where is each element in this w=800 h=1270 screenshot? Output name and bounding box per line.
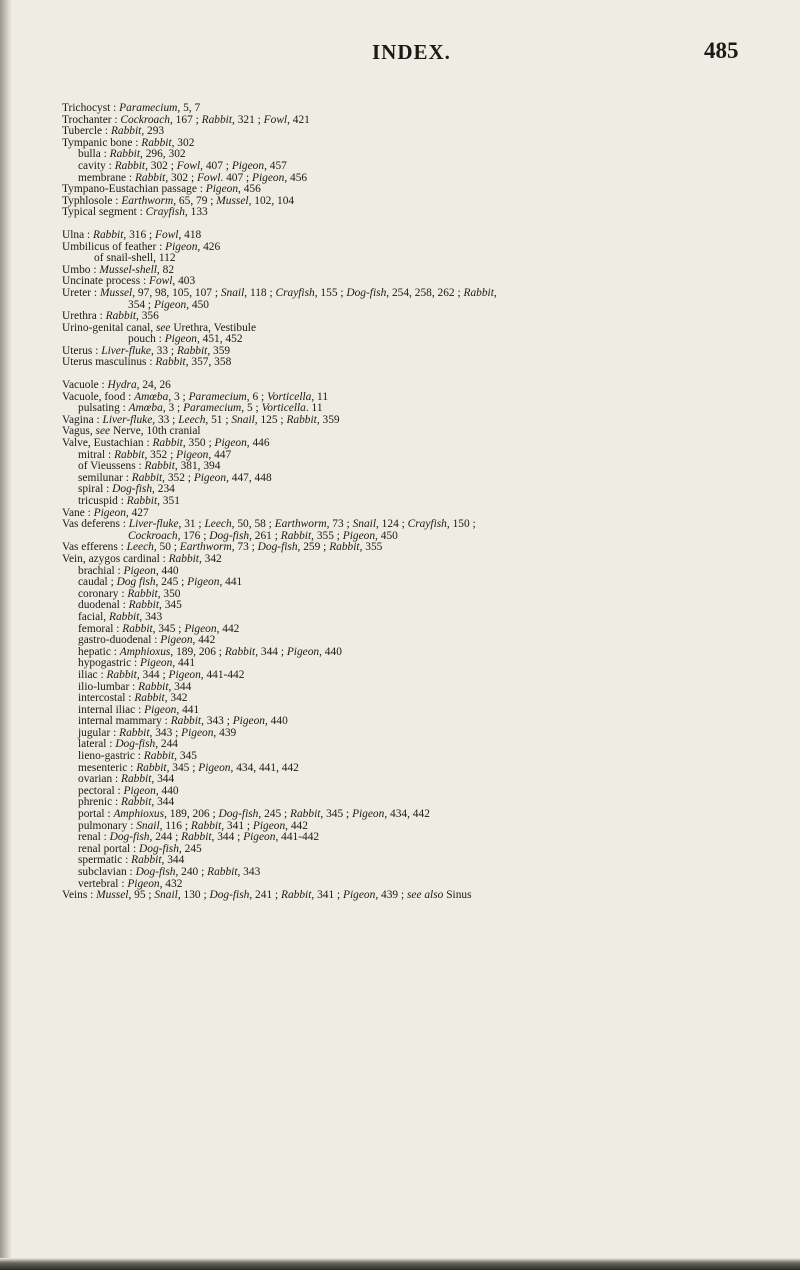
index-subentry: lateral : Dog-fish, 244 [78,738,178,751]
index-subentry: cavity : Rabbit, 302 ; Fowl, 407 ; Pigeon, 457 [78,159,287,172]
index-entry: Tympano-Eustachian passage : Pigeon, 456 [62,183,261,196]
index-entry: Trichocyst : Paramecium, 5, 7 [62,102,201,114]
index-subentry: mesenteric : Rabbit, 345 ; Pigeon, 434, 441, 442 [78,761,299,774]
index-entry: Umbilicus of feather : Pigeon, 426 [62,240,221,253]
index-subentry: duodenal : Rabbit, 345 [78,599,182,612]
page-number: 485 [704,38,739,63]
index-entry: Vacuole, food : Amœba, 3 ; Paramecium, 6 ; Vorticella, 11 [62,390,329,403]
index-entry: Urino-genital canal, see Urethra, Vestibule [62,321,256,334]
index-subentry: jugular : Rabbit, 343 ; Pigeon, 439 [78,726,237,739]
index-subentry: hepatic : Amphioxus, 189, 206 ; Rabbit, 344 ; Pigeon, 440 [78,645,342,658]
index-subentry: iliac : Rabbit, 344 ; Pigeon, 441-442 [78,668,245,681]
index-subentry: portal : Amphioxus, 189, 206 ; Dog-fish, 245 ; Rabbit, 345 ; Pigeon, 434, 442 [78,808,430,821]
index-subentry: renal portal : Dog-fish, 245 [78,842,202,855]
index-entry: Vagina : Liver-fluke, 33 ; Leech, 51 ; Snail, 125 ; Rabbit, 359 [62,413,340,426]
index-entry: Vas deferens : Liver-fluke, 31 ; Leech, 50, 58 ; Earthworm, 73 ; Snail, 124 ; Crayfish, 150 ; [62,518,476,531]
index-group [62,103,792,219]
index-entry: Trochanter : Cockroach, 167 ; Rabbit, 321 ; Fowl, 421 [62,113,310,126]
index-entry: Typical segment : Crayfish, 133 [62,206,208,219]
index-subentry: of snail-shell, 112 [94,252,176,265]
index-subentry: semilunar : Rabbit, 352 ; Pigeon, 447, 448 [78,471,272,484]
index-entry: Vein, azygos cardinal : Rabbit, 342 [62,552,222,565]
index-subentry: internal mammary : Rabbit, 343 ; Pigeon, 440 [78,715,288,728]
index-subentry: ilio-lumbar : Rabbit, 344 [78,680,192,693]
index-group [62,230,792,369]
index-subentry: pectoral : Pigeon, 440 [78,784,179,797]
index-entry-continuation: Cockroach, 176 ; Dog-fish, 261 ; Rabbit, 355 ; Pigeon, 450 [128,529,398,542]
index-subentry: brachial : Pigeon, 440 [78,564,179,577]
index-entry: Vagus, see Nerve, 10th cranial [62,425,201,438]
index-entry: Vas efferens : Leech, 50 ; Earthworm, 73 ; Dog-fish, 259 ; Rabbit, 355 [62,541,383,554]
index-subentry: hypogastric : Pigeon, 441 [78,657,196,670]
page-title: INDEX. [372,40,451,64]
index-subentry: mitral : Rabbit, 352 ; Pigeon, 447 [78,448,232,461]
index-entry: Uterus : Liver-fluke, 33 ; Rabbit, 359 [62,344,231,357]
index-entry: Umbo : Mussel-shell, 82 [62,263,175,276]
index-subentry: intercostal : Rabbit, 342 [78,692,188,705]
index-subentry: phrenic : Rabbit, 344 [78,796,175,809]
index-group [62,380,792,902]
index-subentry: facial, Rabbit, 343 [78,610,163,623]
index-subentry: vertebral : Pigeon, 432 [78,877,183,890]
index-entry: Tubercle : Rabbit, 293 [62,125,165,138]
index-subentry: tricuspid : Rabbit, 351 [78,495,180,507]
index-entry: Urethra : Rabbit, 356 [62,310,159,323]
index-entries [62,103,792,913]
index-entry-continuation: pouch : Pigeon, 451, 452 [128,333,243,346]
index-entry: Ureter : Mussel, 97, 98, 105, 107 ; Snail, 118 ; Crayfish, 155 ; Dog-fish, 254, 258, 262 ; Rabbit, [62,286,497,299]
index-subentry: of Vieussens : Rabbit, 381, 394 [78,460,221,473]
index-subentry: femoral : Rabbit, 345 ; Pigeon, 442 [78,622,240,635]
index-entry: Valve, Eustachian : Rabbit, 350 ; Pigeon, 446 [62,437,270,450]
index-subentry: coronary : Rabbit, 350 [78,587,181,600]
index-entry-continuation: 354 ; Pigeon, 450 [128,298,209,311]
index-subentry: internal iliac : Pigeon, 441 [78,703,200,716]
index-subentry: spiral : Dog-fish, 234 [78,483,175,496]
index-entry: Vane : Pigeon, 427 [62,506,149,519]
index-subentry: bulla : Rabbit, 296, 302 [78,148,186,161]
index-subentry: pulsating : Amœba, 3 ; Paramecium, 5 ; Vorticella. 11 [78,402,323,415]
index-entry: Tympanic bone : Rabbit, 302 [62,136,195,149]
index-entry: Uterus masculinus : Rabbit, 357, 358 [62,356,232,369]
index-subentry: subclavian : Dog-fish, 240 ; Rabbit, 343 [78,866,261,878]
index-entry: Typhlosole : Earthworm, 65, 79 ; Mussel, 102, 104 [62,194,295,207]
index-subentry: gastro-duodenal : Pigeon, 442 [78,634,216,647]
index-subentry: ovarian : Rabbit, 344 [78,773,175,786]
index-subentry: lieno-gastric : Rabbit, 345 [78,750,197,763]
index-subentry: membrane : Rabbit, 302 ; Fowl. 407 ; Pigeon, 456 [78,171,308,184]
index-subentry: pulmonary : Snail, 116 ; Rabbit, 341 ; Pigeon, 442 [78,819,308,832]
index-entry: Uncinate process : Fowl, 403 [62,275,196,288]
index-subentry: caudal ; Dog fish, 245 ; Pigeon, 441 [78,576,243,589]
index-entry: Vacuole : Hydra, 24, 26 [62,379,171,392]
index-entry: Ulna : Rabbit, 316 ; Fowl, 418 [62,228,202,241]
index-subentry: spermatic : Rabbit, 344 [78,854,185,867]
index-entry: Veins : Mussel, 95 ; Snail, 130 ; Dog-fish, 241 ; Rabbit, 341 ; Pigeon, 439 ; see also Sinus [62,889,472,902]
index-subentry: renal : Dog-fish, 244 ; Rabbit, 344 ; Pigeon, 441-442 [78,831,320,844]
page-bottom-edge [0,1258,800,1270]
